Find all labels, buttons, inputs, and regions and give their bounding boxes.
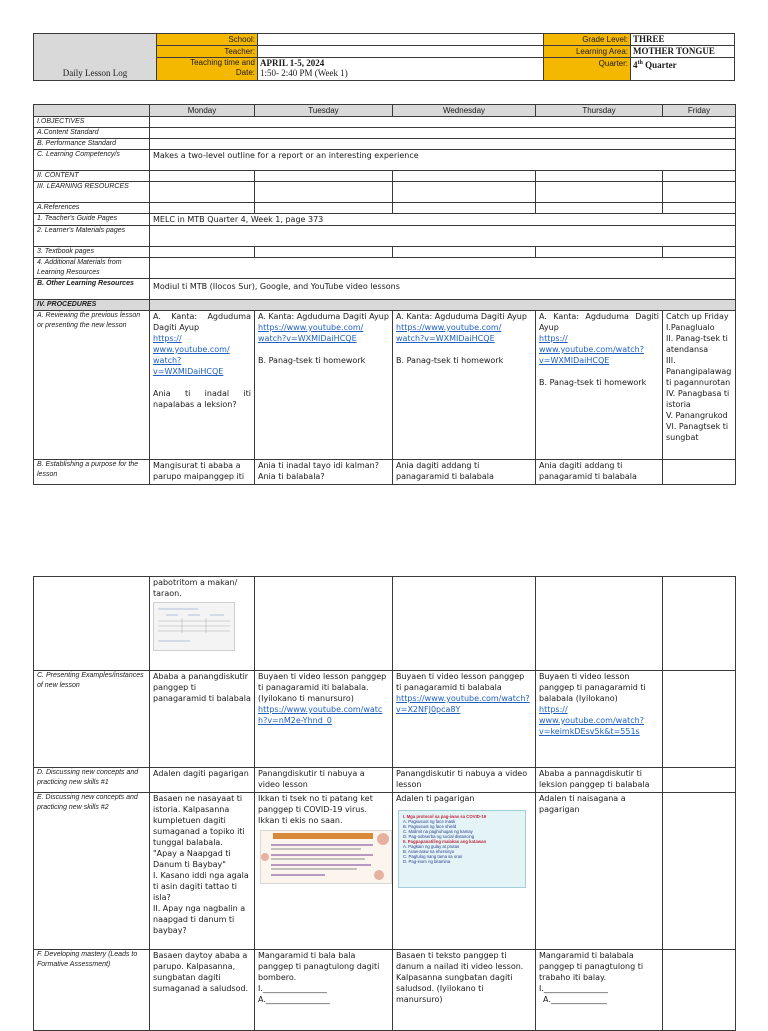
covid-protocol-image (398, 810, 526, 888)
discuss2-tuesday (255, 793, 393, 950)
review-mon-song: A. Kanta: Agduduma Dagiti Ayup (153, 312, 251, 332)
purpose-wed-continued (393, 577, 536, 671)
review-monday (150, 311, 255, 460)
resources-thu (536, 182, 663, 203)
review-tue-song: A. Kanta: Agduduma Dagiti Ayup (258, 312, 389, 321)
review-fri-line-4: IV. Panagbasa ti istoria (666, 389, 730, 409)
row-teachers-guide (34, 214, 736, 226)
row-label-mastery: F. Developing mastery (Leads to Formative Assessment) (34, 950, 150, 1031)
review-wed-link[interactable] (396, 322, 532, 344)
quarter-text: Quarter (645, 60, 677, 70)
proto-item2-1: B. Araw-araw na ehersisyo (403, 849, 455, 854)
content-standard-cell (150, 128, 736, 139)
discuss2-tue-text: Ikkan ti tsek no ti patang ket panggep ti COVID-19 virus. Ikkan ti ekis no saan. (258, 794, 373, 825)
presenting-thursday (536, 671, 663, 768)
review-mon-link-c: watch? (153, 356, 182, 365)
row-discuss-1 (34, 768, 736, 793)
mastery-thu-text: Mangaramid ti balabala panggep ti panagtulong ti trabaho iti balay. (539, 951, 644, 982)
review-mon-link-d: v=WXMIDaiHCQE (153, 367, 224, 376)
row-objectives (34, 117, 736, 128)
mastery-friday (663, 950, 736, 1031)
presenting-thu-link[interactable] (539, 704, 659, 737)
learning-area-value: MOTHER TONGUE (631, 46, 735, 58)
review-tue-homework: B. Panag-tsek ti homework (258, 356, 366, 365)
quarter-suffix: th (637, 60, 643, 66)
purpose-tue-continued (255, 577, 393, 671)
review-tue-link[interactable] (258, 322, 389, 344)
resources-mon (150, 182, 255, 203)
row-content-standard (34, 128, 736, 139)
time-value: 1:50- 2:40 PM (Week 1) (260, 68, 348, 78)
references-wed (393, 203, 536, 214)
purpose-tuesday (255, 460, 393, 485)
row-label-learning-competency: C. Learning Competency/s (34, 150, 150, 171)
lesson-table-page-2 (33, 576, 736, 1031)
row-learning-competency (34, 150, 736, 171)
proto-title-2: II. Pagpapanatiling malakas ang katawan (403, 839, 487, 844)
proto-item2-0: A. Pagkain ng gulay at prutas (403, 844, 460, 849)
discuss1-monday: Adalen dagiti pagarigan (150, 768, 255, 793)
discuss2-monday (150, 793, 255, 950)
review-fri-line-6: VI. Panagtsek ti sungbat (666, 422, 729, 442)
row-label-textbook-pages: 3. Textbook pages (34, 247, 150, 258)
quarter-value (631, 58, 735, 81)
review-wed-link-a: https://www.youtube.com/ (396, 323, 502, 332)
grade-level-value: THREE (631, 34, 735, 46)
row-other-resources (34, 279, 736, 300)
review-fri-line-5: V. Panangrukod (666, 411, 728, 420)
purpose-tue-q1: Ania ti inadal tayo idi kalman? (258, 461, 379, 470)
resources-tue (255, 182, 393, 203)
purpose-monday-continued (150, 577, 255, 671)
proto-item-1: B. Pagsusuot ng face shield (403, 824, 457, 829)
review-mon-link[interactable] (153, 333, 251, 377)
mastery-wednesday: Basaen ti teksto panggep ti danum a nailad iti video lesson. Kalpasanna sungbatan dagiti saludsod. (Iyilokano ti manursuro) (393, 950, 536, 1031)
day-friday: Friday (663, 105, 736, 117)
review-wed-song: A. Kanta: Agduduma Dagiti Ayup (396, 312, 527, 321)
review-wed-homework: B. Panag-tsek ti homework (396, 356, 504, 365)
review-fri-line-1: I.Panaglualo (666, 323, 715, 332)
discuss2-mon-line-3: II. Apay nga nagbalin a naapgad ti danum ti baybay? (153, 904, 246, 935)
performance-standard-cell (150, 139, 736, 150)
presenting-thu-link-a: https:// (539, 705, 568, 714)
resources-fri (663, 182, 736, 203)
content-tue (255, 171, 393, 182)
review-wednesday (393, 311, 536, 460)
presenting-wednesday (393, 671, 536, 768)
review-thu-link-a: https:// (539, 334, 568, 343)
proto-item-2: C. Malimit na paghuhugas ng kamay (403, 829, 473, 834)
review-thu-homework: B. Panag-tsek ti homework (539, 378, 647, 387)
mastery-tue-blank-1: I.________________ (258, 984, 327, 993)
teachers-guide-text: MELC in MTB Quarter 4, Week 1, page 373 (150, 214, 736, 226)
row-label-content-standard: A.Content Standard (34, 128, 150, 139)
references-tue (255, 203, 393, 214)
review-tuesday (255, 311, 393, 460)
learning-competency-text: Makes a two-level outline for a report or an interesting experience (150, 150, 736, 171)
row-label-learners-materials: 2. Learner's Materials pages (34, 226, 150, 247)
row-label-learning-resources: III. LEARNING RESOURCES (34, 182, 150, 203)
presenting-tue-text: Buyaen ti video lesson panggep ti panagaramid iti balabala. (Iyilokano ti manursuro) (258, 672, 387, 703)
row-mastery (34, 950, 736, 1031)
resources-wed (393, 182, 536, 203)
teaching-time-label-line1: Teaching time and (190, 58, 255, 67)
row-label-discuss-1: D. Discussing new concepts and practicing new skills #1 (34, 768, 150, 793)
review-tue-link-b: watch?v=WXMIDaiHCQE (258, 334, 357, 343)
review-thursday (536, 311, 663, 460)
row-review (34, 311, 736, 460)
presenting-tuesday (255, 671, 393, 768)
references-fri (663, 203, 736, 214)
row-label-purpose: B. Establishing a purpose for the lesson (34, 460, 150, 485)
row-label-procedures: IV. PROCEDURES (34, 300, 150, 311)
discuss2-friday (663, 793, 736, 950)
quarter-number: 4 (633, 60, 638, 70)
proto-item-3: D. Pag-oobserba ng social distancing (403, 834, 475, 839)
textbook-wed (393, 247, 536, 258)
row-label-other-resources: B. Other Learning Resources (34, 279, 150, 300)
mastery-monday: Basaen daytoy ababa a parupo. Kalpasanna, sungbatan dagiti sumaganad a saludsod. (150, 950, 255, 1031)
review-wed-link-b: watch?v=WXMIDaiHCQE (396, 334, 495, 343)
other-resources-text: Modiul ti MTB (Ilocos Sur), Google, and YouTube video lessons (150, 279, 736, 300)
teaching-time-value (258, 58, 544, 81)
review-mon-link-b: www.youtube.com/ (153, 345, 230, 354)
outline-form-image (153, 602, 251, 654)
row-references (34, 203, 736, 214)
header-blank (34, 105, 150, 117)
mastery-thursday (536, 950, 663, 1031)
procedures-cell (150, 300, 736, 311)
row-label-content: II. CONTENT (34, 171, 150, 182)
review-fri-line-0: Catch up Friday (666, 312, 729, 321)
discuss1-thursday: Ababa a pannagdiskutir ti leksion panggep ti balabala (536, 768, 663, 793)
presenting-thu-link-c: v=keimkDEsv5k&t=551s (539, 727, 640, 736)
mastery-thu-blank-1: I.________________ (539, 984, 608, 993)
row-purpose-continued (34, 577, 736, 671)
mastery-tue-text: Mangaramid ti bala bala panggep ti panagtulong dagiti bombero. (258, 951, 380, 982)
discuss2-thursday: Adalen ti naisagana a pagarigan (536, 793, 663, 950)
purpose-fri-continued (663, 577, 736, 671)
day-wednesday: Wednesday (393, 105, 536, 117)
mastery-tuesday (255, 950, 393, 1031)
teacher-label: Teacher: (157, 46, 258, 58)
purpose-wednesday: Ania dagiti addang ti panagaramid ti balabala (393, 460, 536, 485)
row-label-teachers-guide: 1. Teacher's Guide Pages (34, 214, 150, 226)
textbook-mon (150, 247, 255, 258)
discuss2-mon-line-0: Basaen ne nasayaat ti istoria. Kalpasanna kumpletuen dagiti sumaganad a topiko iti tunggal balabala. (153, 794, 245, 847)
content-thu (536, 171, 663, 182)
row-learners-materials (34, 226, 736, 247)
learners-materials-cell (150, 226, 736, 247)
purpose-mon-cont-text: pabotritom a makan/ taraon. (153, 578, 238, 598)
mastery-tue-blank-2: A.________________ (258, 995, 330, 1004)
objectives-cell (150, 117, 736, 128)
presenting-thu-text: Buyaen ti video lesson panggep ti panagaramid ti balabala (Iyilokano) (539, 672, 646, 703)
proto-item2-3: D. Pag-inom ng bitamina (403, 859, 451, 864)
review-mon-question: Ania ti inadal iti napalabas a leksion? (153, 389, 251, 409)
review-thu-link-c: v=WXMIDaiHCQE (539, 356, 610, 365)
purpose-tue-q2: Ania ti balabala? (258, 472, 325, 481)
content-fri (663, 171, 736, 182)
mastery-thu-blank-2: A.______________ (543, 995, 607, 1004)
discuss1-wednesday: Panangdiskutir ti nabuya a video lesson (393, 768, 536, 793)
purpose-monday: Mangisurat ti ababa a parupo maipanggep iti (150, 460, 255, 485)
day-monday: Monday (150, 105, 255, 117)
row-textbook-pages (34, 247, 736, 258)
covid-virus-poster-image (260, 830, 392, 884)
daily-lesson-log-title: Daily Lesson Log (34, 34, 157, 81)
row-label-objectives: I.OBJECTIVES (34, 117, 150, 128)
discuss2-wed-text: Adalen ti pagarigan (396, 794, 475, 803)
review-thu-link[interactable] (539, 333, 659, 366)
row-label-performance-standard: B. Performance Standard (34, 139, 150, 150)
row-discuss-2 (34, 793, 736, 950)
references-thu (536, 203, 663, 214)
purpose-thu-continued (536, 577, 663, 671)
school-value (258, 34, 544, 46)
outline-form-picture (153, 602, 235, 651)
additional-materials-cell (150, 258, 736, 279)
review-fri-line-3: III. Panangipalawag ti pagannurotan (666, 356, 732, 387)
teacher-value (258, 46, 544, 58)
presenting-monday: Ababa a panangdiskutir panggep ti panagaramid ti balabala (150, 671, 255, 768)
day-header-row (34, 105, 736, 117)
teaching-time-label-line2: Date: (235, 68, 255, 77)
row-content (34, 171, 736, 182)
row-label-purpose-continued (34, 577, 150, 671)
row-purpose (34, 460, 736, 485)
discuss2-mon-line-1: "Apay a Naapgad ti Danum ti Baybay" (153, 849, 231, 869)
lesson-table-page-1 (33, 104, 736, 485)
references-mon (150, 203, 255, 214)
content-mon (150, 171, 255, 182)
review-thu-song: A. Kanta: Agduduma Dagiti Ayup (539, 312, 659, 332)
row-performance-standard (34, 139, 736, 150)
proto-title: I. Mga protocol sa pag-iwas sa COVID-19 (403, 814, 487, 819)
discuss1-friday (663, 768, 736, 793)
presenting-wed-text: Buyaen ti video lesson panggep ti panagaramid ti balabala (396, 672, 525, 692)
review-tue-link-a: https://www.youtube.com/ (258, 323, 364, 332)
proto-item2-2: C. Pagtulog nang tama sa oras (403, 854, 463, 859)
purpose-friday (663, 460, 736, 485)
presenting-tue-link[interactable]: https://www.youtube.com/watch?v=nM2e-Yhnd_0 (258, 705, 383, 725)
row-label-review: A. Reviewing the previous lesson or presenting the new lesson (34, 311, 150, 460)
review-mon-link-a: https:// (153, 334, 182, 343)
discuss2-wednesday (393, 793, 536, 950)
teaching-time-label (157, 58, 258, 81)
presenting-thu-link-b: www.youtube.com/watch? (539, 716, 644, 725)
day-tuesday: Tuesday (255, 105, 393, 117)
review-fri-line-2: II. Panag-tsek ti atendansa (666, 334, 728, 354)
row-label-discuss-2: E. Discussing new concepts and practicing new skills #2 (34, 793, 150, 950)
proto-item-0: A. Pagsusuot ng face mask (403, 819, 456, 824)
lesson-log-header (33, 33, 735, 81)
row-label-references: A.References (34, 203, 150, 214)
presenting-wed-link[interactable]: https://www.youtube.com/watch?v=X2NFJ0pca8Y (396, 694, 530, 714)
date-value: APRIL 1-5, 2024 (260, 58, 325, 68)
row-procedures (34, 300, 736, 311)
row-label-presenting: C. Presenting Examples/instances of new lesson (34, 671, 150, 768)
content-wed (393, 171, 536, 182)
row-presenting (34, 671, 736, 768)
textbook-thu (536, 247, 663, 258)
quarter-label: Quarter: (544, 58, 631, 81)
row-label-additional-materials: 4. Additional Materials from Learning Resources (34, 258, 150, 279)
grade-level-label: Grade Level: (544, 34, 631, 46)
purpose-thursday: Ania dagiti addang ti panagaramid ti balabala (536, 460, 663, 485)
row-learning-resources (34, 182, 736, 203)
day-thursday: Thursday (536, 105, 663, 117)
presenting-friday (663, 671, 736, 768)
textbook-fri (663, 247, 736, 258)
school-label: School: (157, 34, 258, 46)
review-thu-link-b: www.youtube.com/watch? (539, 345, 644, 354)
learning-area-label: Learning Area: (544, 46, 631, 58)
discuss2-mon-line-2: I. Kasano iddi nga agala ti asin dagiti tattao ti isla? (153, 871, 249, 902)
discuss1-tuesday: Panangdiskutir ti nabuya a video lesson (255, 768, 393, 793)
textbook-tue (255, 247, 393, 258)
review-friday (663, 311, 736, 460)
row-additional-materials (34, 258, 736, 279)
